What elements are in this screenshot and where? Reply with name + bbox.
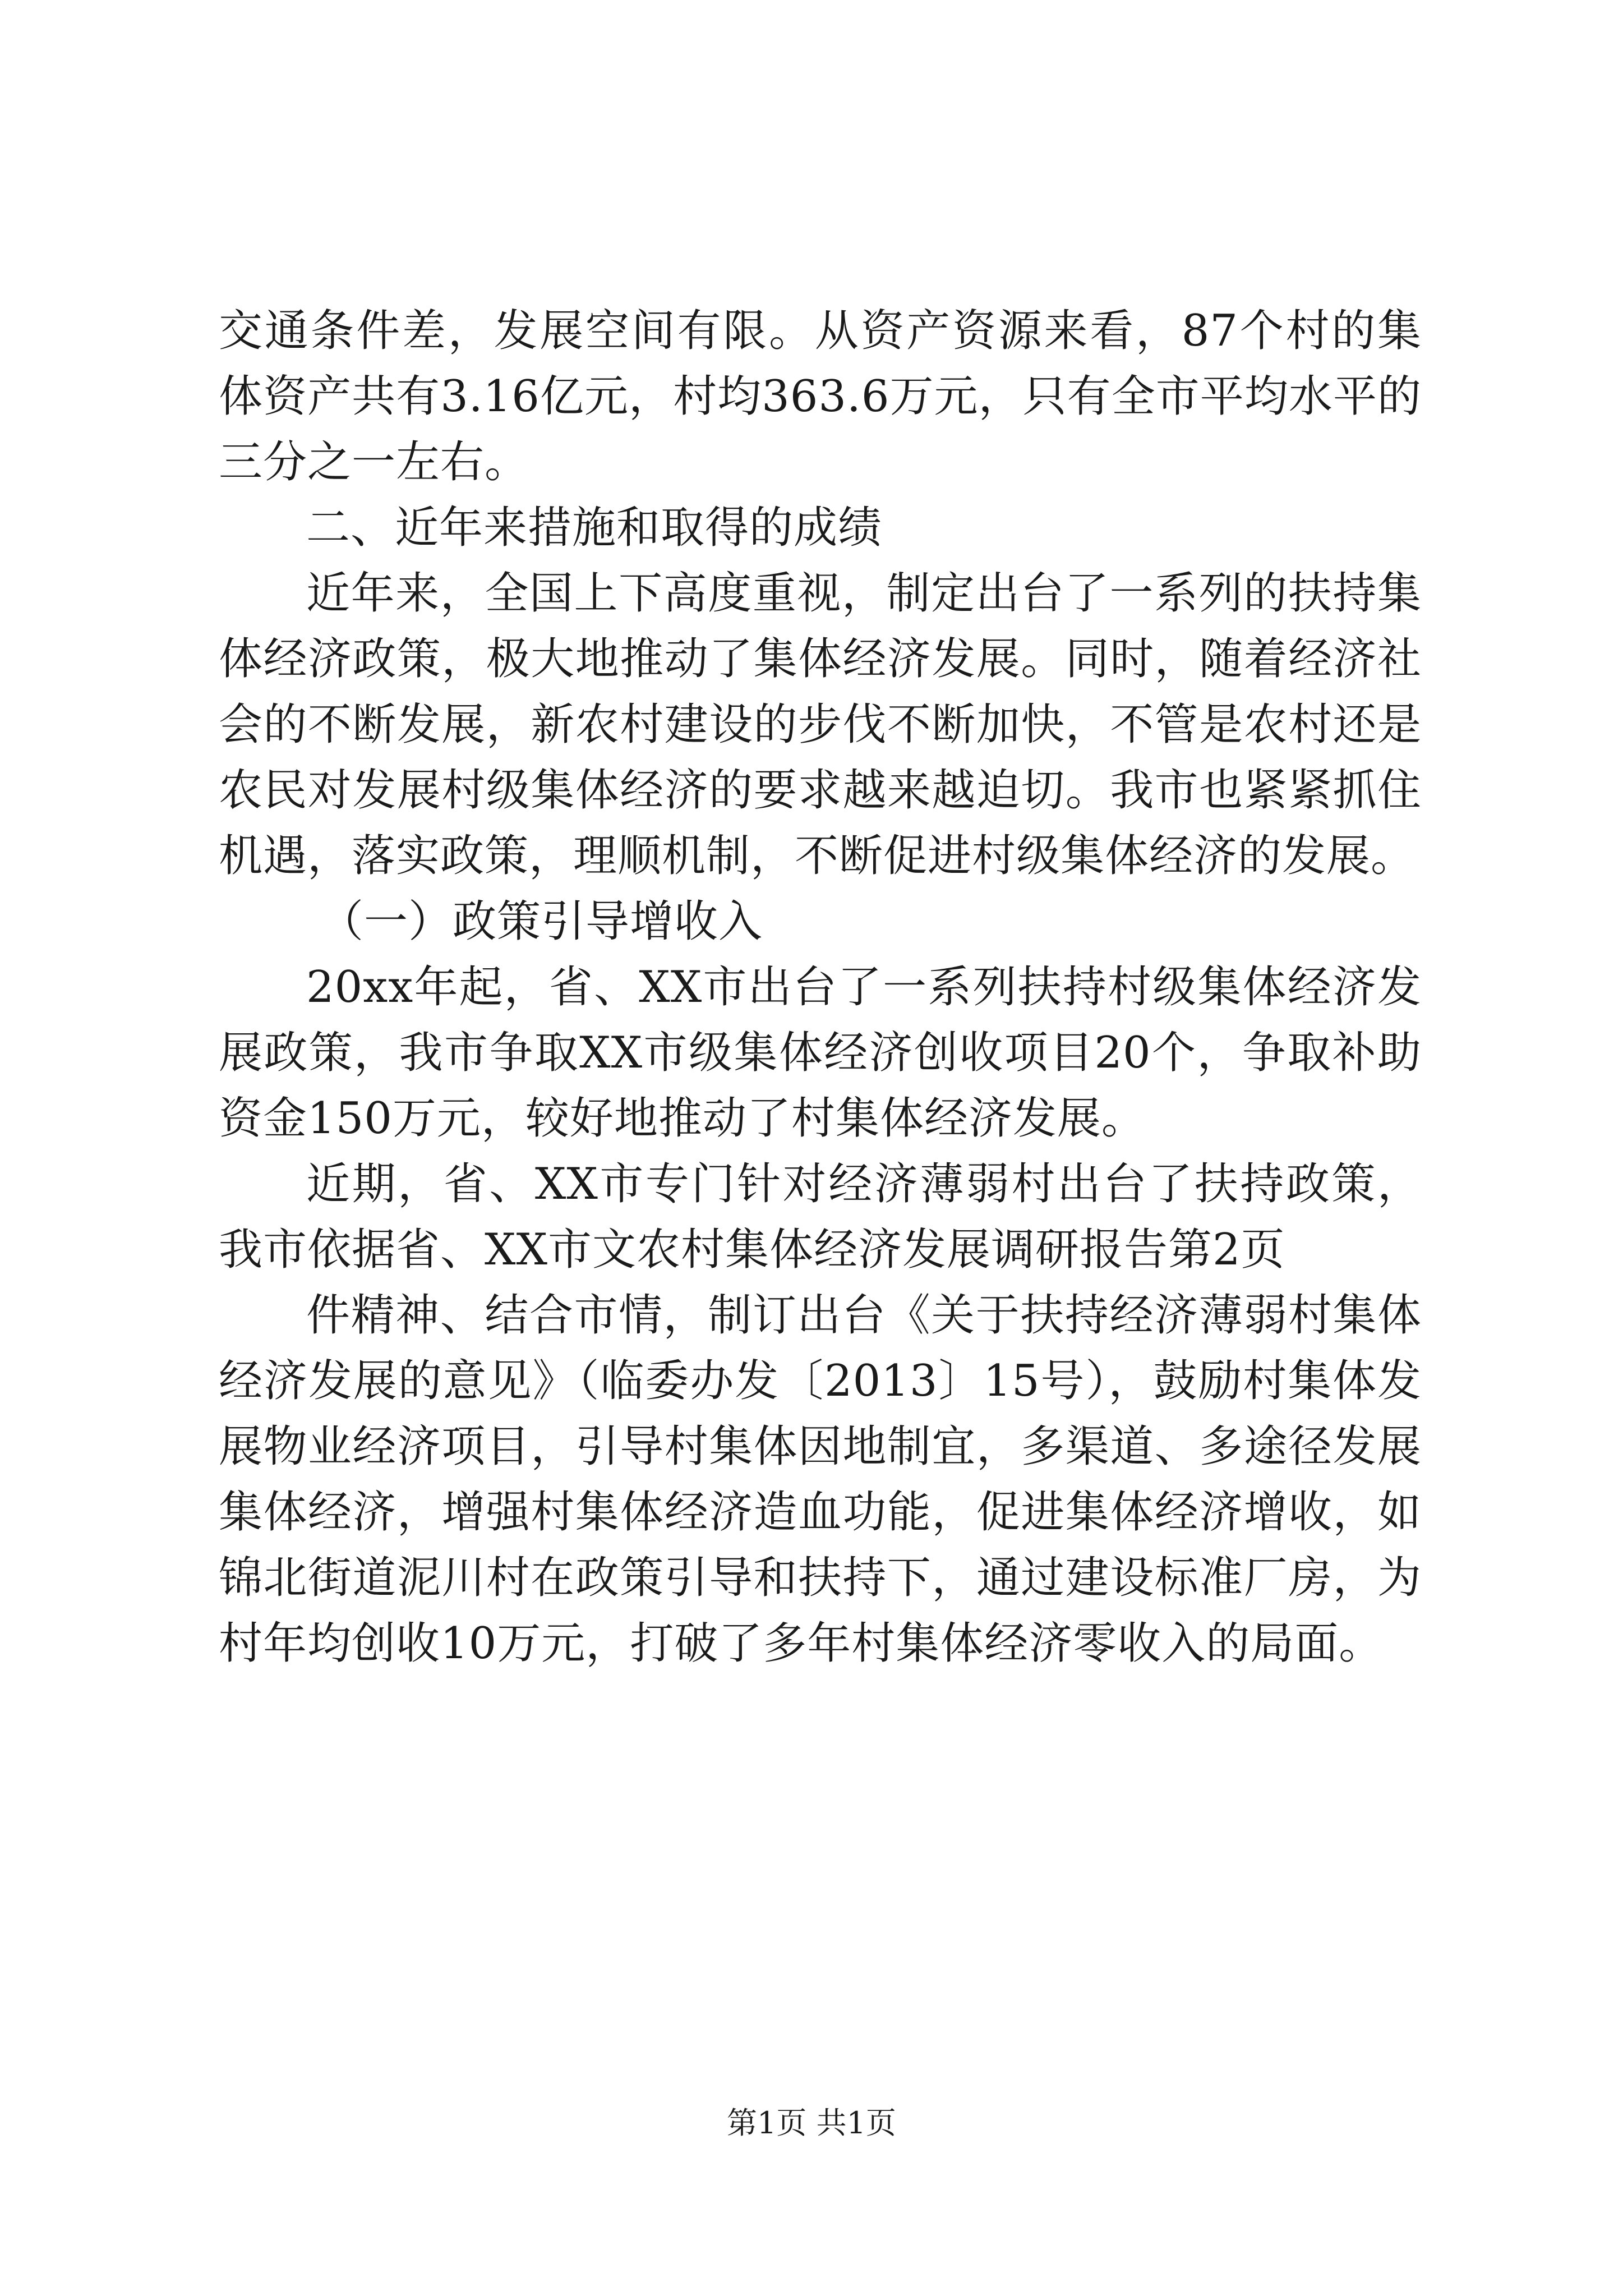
- paragraph-recent-support: 近期，省、XX市专门针对经济薄弱村出台了扶持政策，我市依据省、XX市文农村集体经济发展调研报告第2页: [219, 1159, 1422, 1275]
- paragraph-implementation: 件精神、结合市情，制订出台《关于扶持经济薄弱村集体经济发展的意见》（临委办发〔2013〕15号），鼓励村集体发展物业经济项目，引导村集体因地制宜，多渠道、多途径发展集体经济，增强村集体经济造血功能，促进集体经济增收，如锦北街道泥川村在政策引导和扶持下，通过建设标准厂房，为村年均创收10万元，打破了多年村集体经济零收入的局面。: [219, 1290, 1422, 1669]
- body-text: [219, 298, 1422, 1677]
- paragraph-recent-years: 近年来，全国上下高度重视，制定出台了一系列的扶持集体经济政策，极大地推动了集体经济发展。同时，随着经济社会的不断发展，新农村建设的步伐不断加快，不管是农村还是农民对发展村级集体经济的要求越来越迫切。我市也紧紧抓住机遇，落实政策，理顺机制，不断促进村级集体经济的发展。: [219, 568, 1422, 881]
- paragraph-assets: 交通条件差，发展空间有限。从资产资源来看，87个村的集体资产共有3.16亿元，村均363.6万元，只有全市平均水平的三分之一左右。: [219, 306, 1422, 487]
- subheading-policy-guidance: （一）政策引导增收入: [320, 896, 763, 947]
- section-heading-measures: 二、近年来措施和取得的成绩: [306, 503, 883, 553]
- paragraph-20xx-policy: 20xx年起，省、XX市出台了一系列扶持村级集体经济发展政策，我市争取XX市级集体经济创收项目20个，争取补助资金150万元，较好地推动了村集体经济发展。: [219, 962, 1422, 1144]
- page-footer: 第1页 共1页: [727, 2105, 896, 2141]
